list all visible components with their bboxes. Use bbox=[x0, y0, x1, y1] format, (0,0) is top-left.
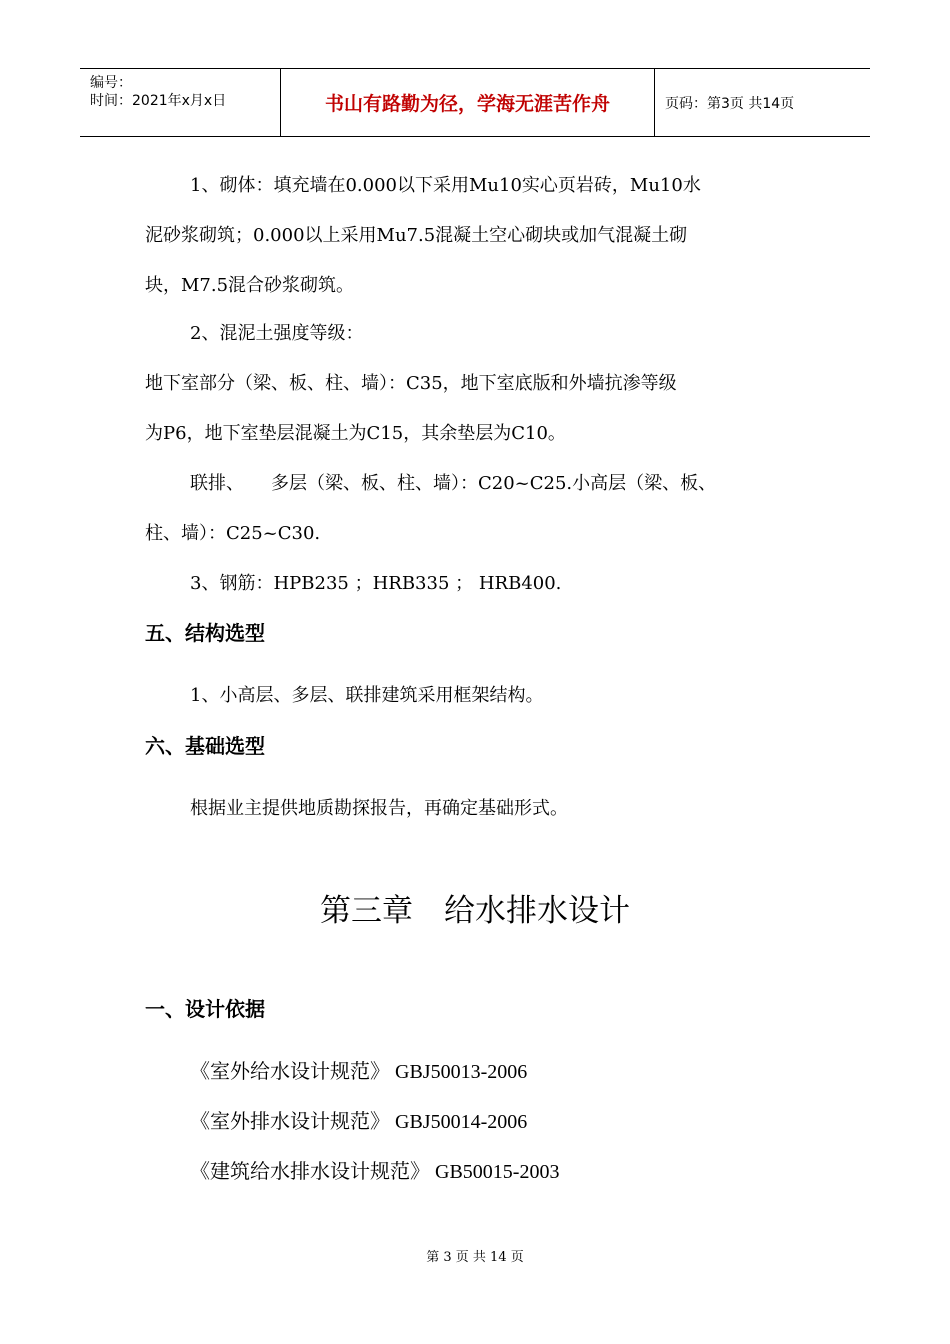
section-heading-structure: 五、结构选型 bbox=[145, 621, 265, 645]
section-heading-design-basis: 一、设计依据 bbox=[145, 997, 265, 1021]
paragraph-structure: 1、小高层、多层、联排建筑采用框架结构。 bbox=[190, 685, 544, 706]
paragraph-basement: 地下室部分（梁、板、柱、墙）：C35，地下室底版和外墙抗渗等级 bbox=[145, 373, 677, 394]
page-footer: 第 3 页 共 14 页 bbox=[426, 1250, 524, 1265]
paragraph-townhouse: 联排、 多层（梁、板、柱、墙）：C20~C25.小高层（梁、板、 bbox=[190, 473, 717, 494]
reference-outdoor-drainage: 《室外排水设计规范》 GBJ50014-2006 bbox=[190, 1111, 528, 1133]
chapter-title: 第三章 给水排水设计 bbox=[320, 893, 630, 929]
paragraph-masonry-end: 块，M7.5混合砂浆砌筑。 bbox=[145, 275, 355, 296]
document-number: 编号： bbox=[90, 75, 132, 91]
reference-building-water: 《建筑给水排水设计规范》 GB50015-2003 bbox=[190, 1161, 560, 1183]
paragraph-masonry: 1、砌体：填充墙在0.000以下采用Mu10实心页岩砖，Mu10水 bbox=[190, 175, 701, 196]
paragraph-masonry-cont: 泥砂浆砌筑；0.000以上采用Mu7.5混凝土空心砌块或加气混凝土砌 bbox=[145, 225, 688, 246]
header-meta bbox=[80, 69, 280, 136]
header-motto: 书山有路勤为径，学海无涯苦作舟 bbox=[280, 69, 655, 136]
paragraph-foundation: 根据业主提供地质勘探报告，再确定基础形式。 bbox=[190, 798, 568, 819]
section-heading-foundation: 六、基础选型 bbox=[145, 734, 265, 758]
paragraph-rebar: 3、钢筋：HPB235 ；HRB335 ； HRB400. bbox=[190, 573, 562, 594]
paragraph-basement-cont: 为P6，地下室垫层混凝土为C15，其余垫层为C10。 bbox=[145, 423, 566, 444]
reference-outdoor-water-supply: 《室外给水设计规范》 GBJ50013-2006 bbox=[190, 1061, 528, 1083]
page-header bbox=[80, 68, 870, 137]
paragraph-townhouse-cont: 柱、墙）：C25~C30. bbox=[145, 523, 321, 544]
paragraph-concrete-grade: 2、混泥土强度等级： bbox=[190, 323, 364, 344]
document-date: 时间：2021年x月x日 bbox=[90, 93, 227, 109]
header-page-info: 页码：第3页 共14页 bbox=[665, 95, 795, 112]
